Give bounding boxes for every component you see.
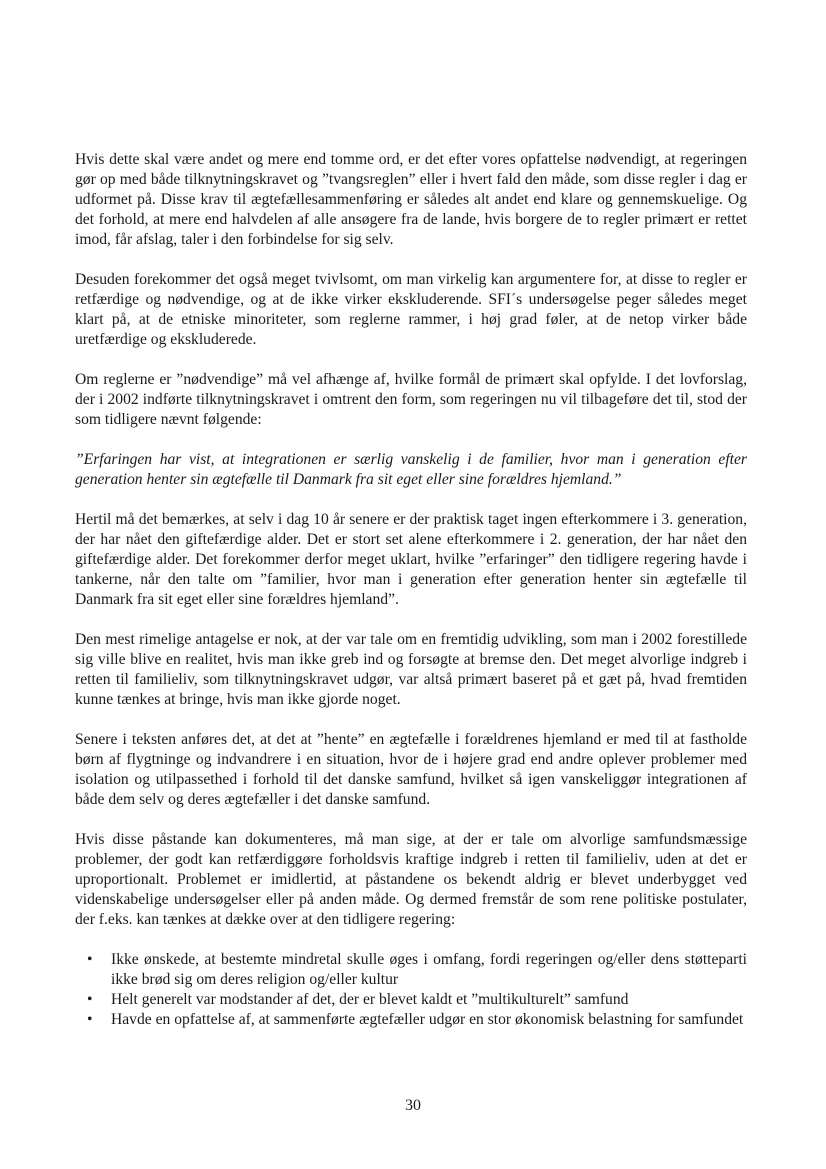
paragraph: Hvis disse påstande kan dokumenteres, må man sige, at der er tale om alvorlige samfundsmæssige problemer, der godt kan retfærdiggøre forholdsvis kraftige indgreb i retten til familieliv, uden at det er uproportionalt. Problemet er imidlertid, at påstandene os bekendt aldrig er blevet underbygget ved videnskabelige undersøgelser eller på anden måde. Og dermed fremstår de som rene politiske postulater, der f.eks. kan tænkes at dække over at den tidligere regering: (75, 831, 747, 928)
list-item-text: Havde en opfattelse af, at sammenførte ægtefæller udgør en stor økonomisk belastning for samfundet (111, 1011, 744, 1028)
block-quote: ”Erfaringen har vist, at integrationen er særlig vanskelig i de familier, hvor man i generation efter generation henter sin ægtefælle til Danmark fra sit eget eller sine forældres hjemland.” (75, 451, 747, 488)
paragraph: Desuden forekommer det også meget tvivlsomt, om man virkelig kan argumentere for, at disse to regler er retfærdige og nødvendige, og at de ikke virker ekskluderende. SFI´s undersøgelse peger således meget klart på, at de etniske minoriteter, som reglerne rammer, i høj grad føler, at de netop virker både uretfærdige og ekskluderede. (75, 271, 747, 348)
bullet-icon: • (87, 991, 93, 1008)
bullet-list (75, 950, 747, 1030)
paragraph: Om reglerne er ”nødvendige” må vel afhænge af, hvilke formål de primært skal opfylde. I det lovforslag, der i 2002 indførte tilknytningskravet i omtrent den form, som regeringen nu vil tilbageføre det til, stod der som tidligere nævnt følgende: (75, 371, 747, 428)
paragraph: Hvis dette skal være andet og mere end tomme ord, er det efter vores opfattelse nødvendigt, at regeringen gør op med både tilknytningskravet og ”tvangsreglen” eller i hvert fald den måde, som disse regler i dag er udformet på. Disse krav til ægtefællesammenføring er således alt andet end klare og gennemskuelige. Og det forhold, at mere end halvdelen af alle ansøgere fra de lande, hvis borgere de to regler primært er rettet imod, får afslag, taler i den forbindelse for sig selv. (75, 151, 747, 248)
paragraph: Senere i teksten anføres det, at det at ”hente” en ægtefælle i forældrenes hjemland er med til at fastholde børn af flygtninge og indvandrere i en situation, hvor de i højere grad end andre oplever problemer med isolation og utilpassethed i forhold til det danske samfund, hvilket så igen vanskeliggør integrationen af både dem selv og deres ægtefæller i det danske samfund. (75, 731, 747, 808)
document-body (75, 150, 747, 1030)
bullet-icon: • (87, 1011, 93, 1028)
list-item-text: Helt generelt var modstander af det, der er blevet kaldt et ”multikulturelt” samfund (111, 991, 629, 1008)
bullet-icon: • (87, 951, 93, 968)
list-item (75, 990, 747, 1010)
page-number: 30 (405, 1097, 421, 1114)
list-item (75, 1010, 747, 1030)
paragraph: Hertil må det bemærkes, at selv i dag 10 år senere er der praktisk taget ingen efterkommere i 3. generation, der har nået den giftefærdige alder. Det er stort set alene efterkommere i 2. generation, der har nået den giftefærdige alder. Det forekommer derfor meget uklart, hvilke ”erfaringer” den tidligere regering havde i tankerne, når den talte om ”familier, hvor man i generation efter generation henter sin ægtefælle til Danmark fra sit eget eller sine forældres hjemland”. (75, 511, 747, 608)
list-item (75, 950, 747, 990)
list-item-text: Ikke ønskede, at bestemte mindretal skulle øges i omfang, fordi regeringen og/eller dens støtteparti ikke brød sig om deres religion og/eller kultur (111, 951, 747, 988)
paragraph: Den mest rimelige antagelse er nok, at der var tale om en fremtidig udvikling, som man i 2002 forestillede sig ville blive en realitet, hvis man ikke greb ind og forsøgte at bremse den. Det meget alvorlige indgreb i retten til familieliv, som tilknytningskravet udgør, var altså primært baseret på et gæt på, hvad fremtiden kunne tænkes at bringe, hvis man ikke gjorde noget. (75, 631, 747, 708)
